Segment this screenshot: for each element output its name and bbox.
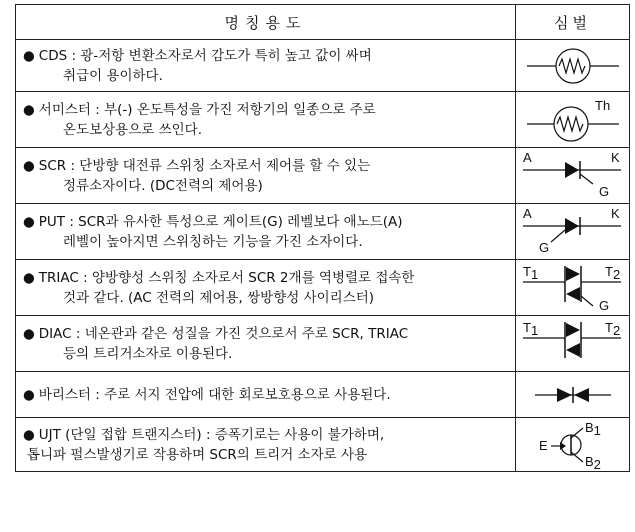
cds-symbol-icon xyxy=(523,44,623,88)
desc-ujt xyxy=(16,418,516,472)
desc-line: DIAC : 네온관과 같은 성질을 가진 것으로서 주로 SCR, TRIAC xyxy=(38,325,409,342)
symbol-cds xyxy=(516,40,630,92)
header-symbol: 심벌 xyxy=(516,5,630,40)
table-header-row xyxy=(16,5,630,40)
put-gate-label: G xyxy=(538,239,549,255)
row-varistor xyxy=(16,372,630,418)
desc-line: 레벨이 높아지면 스위칭하는 기능을 가진 소자이다. xyxy=(63,233,363,250)
ujt-b1-label: B1 xyxy=(584,419,601,438)
symbol-varistor xyxy=(516,372,630,418)
desc-line: 바리스터 : 주로 서지 전압에 대한 회로보호용으로 사용된다. xyxy=(38,386,391,403)
desc-line: 등의 트리거소자로 이용된다. xyxy=(63,345,233,362)
bullet-icon: ● xyxy=(23,213,35,230)
symbol-thermistor xyxy=(516,92,630,148)
scr-symbol-icon xyxy=(521,150,625,202)
desc-line: 정류소자이다. (DC전력의 제어용) xyxy=(63,177,263,194)
desc-thermistor xyxy=(16,92,516,148)
row-ujt xyxy=(16,418,630,472)
desc-line: CDS : 광-저항 변환소자로서 감도가 특히 높고 값이 싸며 xyxy=(38,47,372,64)
desc-line: UJT (단일 접합 트랜지스터) : 증폭기로는 사용이 불가하며, xyxy=(38,426,385,443)
desc-line: PUT : SCR과 유사한 특성으로 게이트(G) 레벨보다 애노드(A) xyxy=(38,213,403,230)
desc-line: 온도보상용으로 쓰인다. xyxy=(63,121,202,138)
desc-line: 톱니파 펄스발생기로 작용하며 SCR의 트리거 소자로 사용 xyxy=(27,446,368,463)
ujt-symbol-icon xyxy=(521,420,625,470)
bullet-icon: ● xyxy=(23,386,35,403)
header-name-use: 명칭용도 xyxy=(16,5,516,40)
desc-line: 것과 같다. (AC 전력의 제어용, 쌍방향성 사이리스터) xyxy=(63,289,375,306)
desc-scr xyxy=(16,148,516,204)
diac-t2-label: T2 xyxy=(604,319,620,338)
bullet-icon: ● xyxy=(23,47,35,64)
desc-line: TRIAC : 양방향성 스위칭 소자로서 SCR 2개를 역병렬로 접속한 xyxy=(38,269,415,286)
bullet-icon: ● xyxy=(23,269,35,286)
desc-cds xyxy=(16,40,516,92)
triac-t2-label: T2 xyxy=(604,263,620,282)
diac-symbol-icon xyxy=(521,318,625,370)
symbol-diac xyxy=(516,316,630,372)
row-cds xyxy=(16,40,630,92)
triac-symbol-icon xyxy=(521,262,625,314)
desc-line: 서미스터 : 부(-) 온도특성을 가진 저항기의 일종으로 주로 xyxy=(38,101,376,118)
bullet-icon: ● xyxy=(23,426,35,443)
row-put xyxy=(16,204,630,260)
ujt-emitter-label: E xyxy=(538,437,548,453)
symbol-ujt xyxy=(516,418,630,472)
put-anode-label: A xyxy=(522,205,532,221)
bullet-icon: ● xyxy=(23,157,35,174)
desc-line: SCR : 단방향 대전류 스위칭 소자로서 제어를 할 수 있는 xyxy=(38,157,371,174)
symbol-put xyxy=(516,204,630,260)
desc-varistor xyxy=(16,372,516,418)
row-scr xyxy=(16,148,630,204)
desc-triac xyxy=(16,260,516,316)
bullet-icon: ● xyxy=(23,101,35,118)
triac-gate-label: G xyxy=(598,297,609,313)
desc-put xyxy=(16,204,516,260)
row-triac xyxy=(16,260,630,316)
symbol-triac xyxy=(516,260,630,316)
desc-diac xyxy=(16,316,516,372)
varistor-symbol-icon xyxy=(523,380,623,410)
row-diac xyxy=(16,316,630,372)
triac-t1-label: T1 xyxy=(522,263,538,282)
bullet-icon: ● xyxy=(23,325,35,342)
row-thermistor xyxy=(16,92,630,148)
put-symbol-icon xyxy=(521,206,625,258)
thermistor-label: Th xyxy=(594,97,610,113)
scr-gate-label: G xyxy=(598,183,609,199)
ujt-b2-label: B2 xyxy=(584,453,601,470)
desc-line: 취급이 용이하다. xyxy=(63,67,163,84)
component-table xyxy=(15,4,630,472)
scr-cathode-label: K xyxy=(610,149,620,165)
scr-anode-label: A xyxy=(522,149,532,165)
diac-t1-label: T1 xyxy=(522,319,538,338)
symbol-scr xyxy=(516,148,630,204)
put-cathode-label: K xyxy=(610,205,620,221)
thermistor-symbol-icon xyxy=(523,96,623,144)
